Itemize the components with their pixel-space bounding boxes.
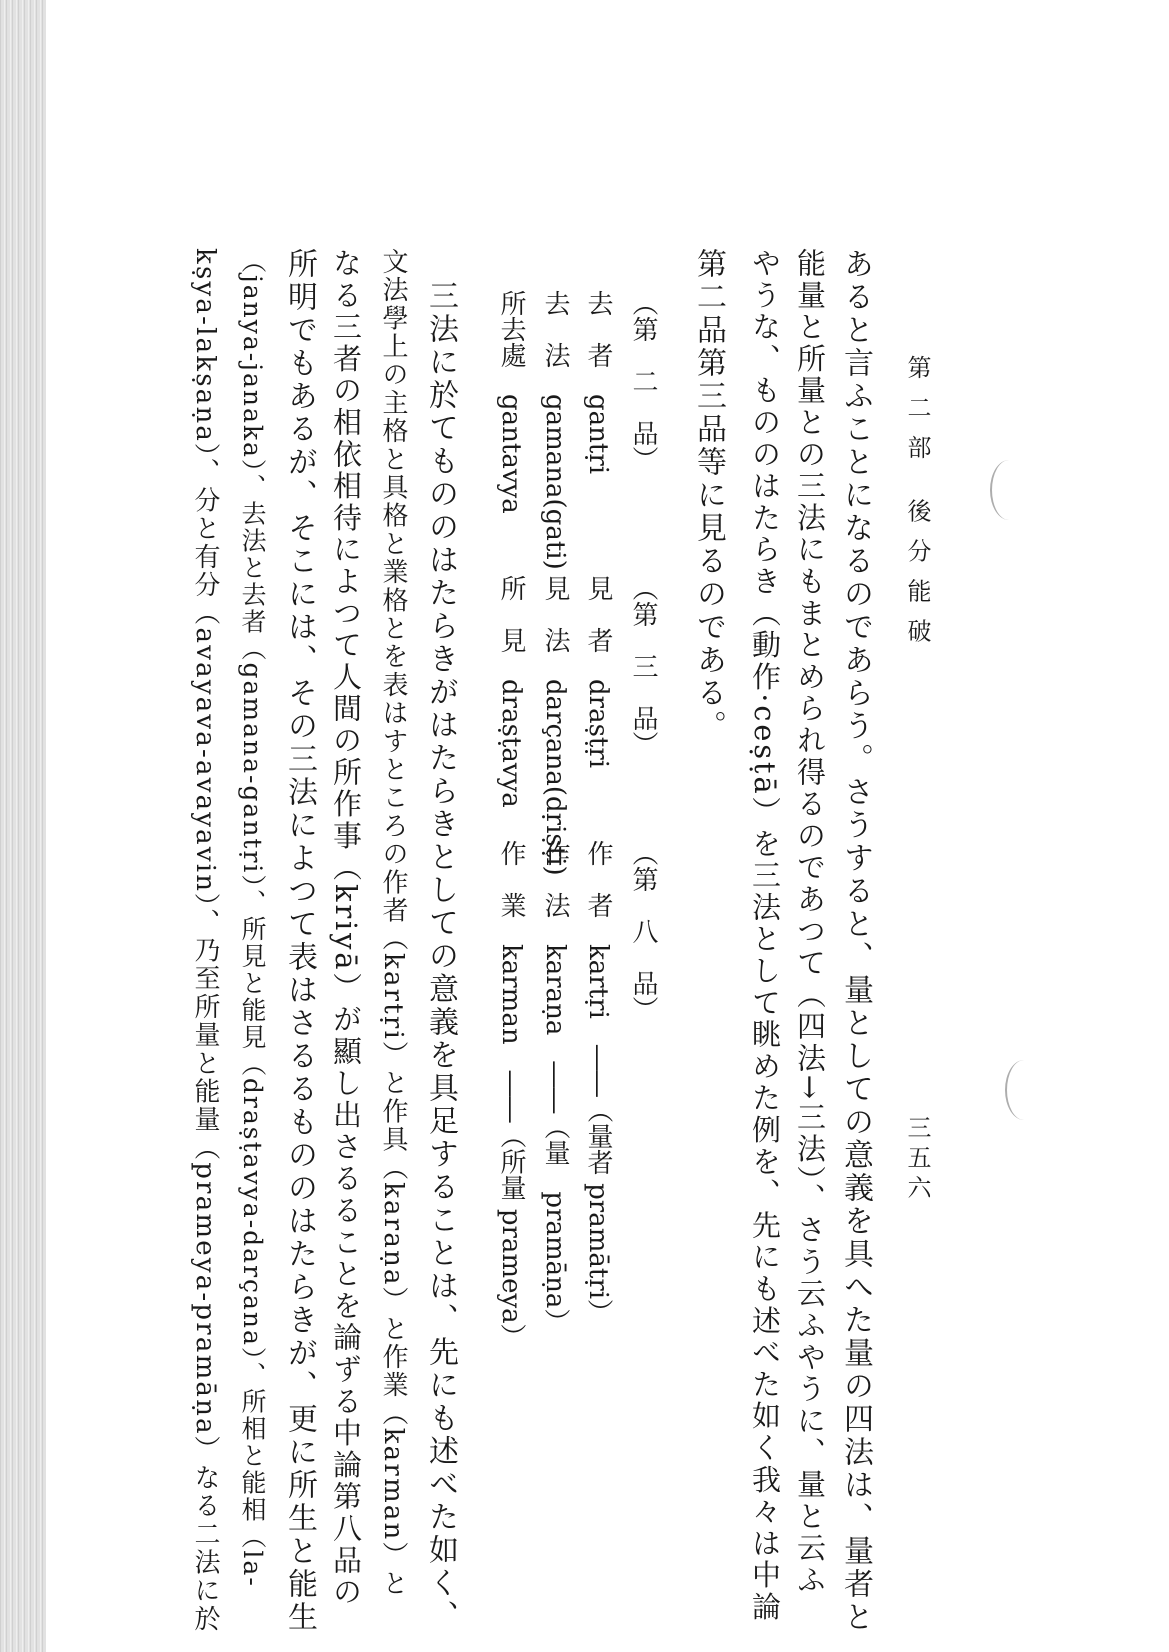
table-cell: 見 者 draṣṭṛi: [583, 575, 613, 769]
scan-mark: [990, 460, 1028, 520]
table-cell: 所 見 draṣṭavya: [496, 575, 526, 808]
page-number: 三五六: [903, 1115, 931, 1205]
table-cell: 作 法 karaṇa ――（量 pramāṇa）: [540, 840, 570, 1335]
scan-mark: [1005, 1060, 1043, 1120]
table-cell: 見 法 darçana(dṛiṣṭi): [540, 575, 570, 876]
table-cell: 去 者 gantṛi: [583, 290, 613, 475]
table-heading: （第 八 品）: [628, 840, 658, 1022]
table-heading: （第 三 品）: [628, 575, 658, 757]
body-text-line: なる三者の相依相待によつて人間の所作事（kriyā）が顯し出さるることを論ずる中論第八品の: [329, 248, 363, 1609]
table-cell: 作 者 kartṛi ――（量者 pramātṛi）: [583, 840, 613, 1326]
body-text-line: あると言ふことになるのであらう。さうすると、量としての意義を具へた量の四法は、量者と: [838, 248, 873, 1634]
running-header: 第二部 後分能破: [903, 355, 931, 659]
table-cell: 去 法 gamana(gati): [540, 290, 570, 570]
body-text-line: 第二品第三品等に見るのである。: [691, 248, 726, 743]
body-text-line: 三法に於てもののはたらきがはたらきとしての意義を具足することは、先にも述べた如く、: [423, 280, 458, 1633]
body-text-line: 文法學上の主格と具格と業格とを表はすところの作者（kartṛi）と作具（karaṇa）と作業（karman）と: [378, 248, 408, 1598]
body-text-line: やうな、もののはたらき（動作·ceṣṭā）を三法として眺めた例を、先にも述べた如く我々は中論: [748, 248, 782, 1624]
body-text-line: kṣya-lakṣaṇa）、分と有分（avayava-avayavin）、乃至所量と能量（prameya-pramāṇa）なる二法に於: [190, 248, 220, 1634]
table-cell: 所去處 gantavya: [496, 290, 526, 514]
table-heading: （第 二 品）: [628, 290, 658, 472]
binding-edge: [0, 0, 46, 1652]
body-text-line: （janya-janaka）、去法と去者（gamana-gantṛi）、所見と能見（draṣṭavya-darçana）、所相と能相（la-: [238, 248, 267, 1588]
body-text-line: 能量と所量との三法にもまとめられ得るのであつて（四法→三法）、さう云ふやうに、量と云ふ: [793, 248, 827, 1597]
table-cell: 作 業 karman ――（所量 prameya）: [496, 840, 526, 1350]
body-text-line: 所明でもあるが、そこには、その三法によつて表はさるるもののはたらきが、更に所生と能生: [282, 248, 317, 1634]
